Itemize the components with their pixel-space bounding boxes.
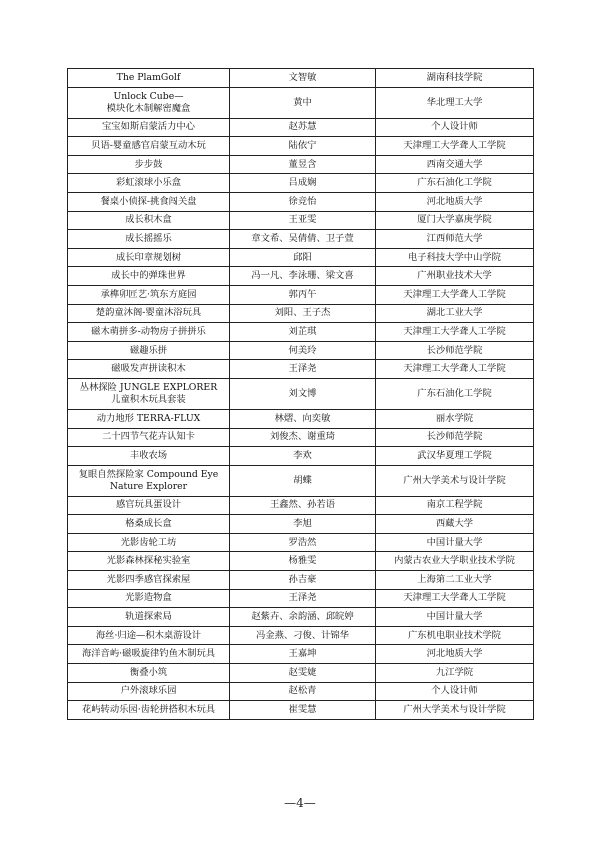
authors-cell: 王亚雯 xyxy=(230,211,376,230)
table-row xyxy=(68,465,534,496)
work-title-cell: 海丝·归途—积木桌游设计 xyxy=(68,626,230,645)
table-row xyxy=(68,267,534,286)
work-title-cell: 格桑成长盒 xyxy=(68,515,230,534)
work-title-cell: 衡叠小筑 xyxy=(68,664,230,683)
table-row xyxy=(68,571,534,590)
authors-cell: 董昱含 xyxy=(230,155,376,174)
table-row xyxy=(68,323,534,342)
institution-cell: 个人设计师 xyxy=(376,682,534,701)
authors-cell: 罗浩然 xyxy=(230,533,376,552)
institution-cell: 河北地质大学 xyxy=(376,192,534,211)
table-row xyxy=(68,645,534,664)
authors-cell: 王嘉坤 xyxy=(230,645,376,664)
institution-cell: 中国计量大学 xyxy=(376,608,534,627)
institution-cell: 九江学院 xyxy=(376,664,534,683)
work-title-cell: 磁趣乐拼 xyxy=(68,341,230,360)
institution-cell: 河北地质大学 xyxy=(376,645,534,664)
table-row xyxy=(68,552,534,571)
institution-cell: 广东石油化工学院 xyxy=(376,378,534,409)
institution-cell: 长沙师范学院 xyxy=(376,341,534,360)
work-title-cell: 复眼自然探险家 Compound Eye Nature Explorer xyxy=(68,465,230,496)
work-title-cell: 彩虹滚球小乐盒 xyxy=(68,174,230,193)
table-row xyxy=(68,682,534,701)
institution-cell: 电子科技大学中山学院 xyxy=(376,248,534,267)
work-title-cell: 花屿转动乐园·齿轮拼搭积木玩具 xyxy=(68,701,230,720)
institution-cell: 广东石油化工学院 xyxy=(376,174,534,193)
authors-cell: 杨雅雯 xyxy=(230,552,376,571)
authors-cell: 黄中 xyxy=(230,87,376,118)
institution-cell: 广州职业技术大学 xyxy=(376,267,534,286)
work-title-cell: 承榫卯匠艺·筑东方庭园 xyxy=(68,285,230,304)
table-row xyxy=(68,409,534,428)
work-title-cell: 磁吸发声拼读积木 xyxy=(68,360,230,379)
authors-cell: 邱阳 xyxy=(230,248,376,267)
authors-cell: 崔雯慧 xyxy=(230,701,376,720)
authors-cell: 刘俊杰、谢重琦 xyxy=(230,428,376,447)
authors-cell: 刘阳、王子杰 xyxy=(230,304,376,323)
table-row xyxy=(68,211,534,230)
table-row xyxy=(68,701,534,720)
institution-cell: 天津理工大学聋人工学院 xyxy=(376,137,534,156)
authors-cell: 冯一凡、李泳珊、梁文喜 xyxy=(230,267,376,286)
authors-cell: 刘文博 xyxy=(230,378,376,409)
work-title-cell: 光影造物盒 xyxy=(68,589,230,608)
work-title-cell: 轨道探索局 xyxy=(68,608,230,627)
institution-cell: 南京工程学院 xyxy=(376,496,534,515)
authors-cell: 陆依宁 xyxy=(230,137,376,156)
institution-cell: 广州大学美术与设计学院 xyxy=(376,701,534,720)
authors-cell: 刘芷琪 xyxy=(230,323,376,342)
authors-cell: 章文希、吴倩倩、卫子萱 xyxy=(230,230,376,249)
work-title-cell: 贝语-婴童感官启蒙互动木玩 xyxy=(68,137,230,156)
work-title-cell: 成长积木盒 xyxy=(68,211,230,230)
authors-cell: 吕成娴 xyxy=(230,174,376,193)
institution-cell: 江西师范大学 xyxy=(376,230,534,249)
authors-cell: 林熠、向奕敏 xyxy=(230,409,376,428)
institution-cell: 个人设计师 xyxy=(376,118,534,137)
work-title-cell: 步步鼓 xyxy=(68,155,230,174)
table-row xyxy=(68,155,534,174)
work-title-cell: 成长中的弹珠世界 xyxy=(68,267,230,286)
award-table xyxy=(67,68,534,720)
institution-cell: 广东机电职业技术学院 xyxy=(376,626,534,645)
table-row xyxy=(68,608,534,627)
table-row xyxy=(68,192,534,211)
institution-cell: 西藏大学 xyxy=(376,515,534,534)
institution-cell: 中国计量大学 xyxy=(376,533,534,552)
award-table-body xyxy=(68,69,534,720)
institution-cell: 武汉华夏理工学院 xyxy=(376,447,534,466)
work-title-cell: 感官玩具蛋设计 xyxy=(68,496,230,515)
table-row xyxy=(68,118,534,137)
table-row xyxy=(68,378,534,409)
table-row xyxy=(68,304,534,323)
work-title-cell: 成长摇摇乐 xyxy=(68,230,230,249)
table-row xyxy=(68,87,534,118)
authors-cell: 孙吉豪 xyxy=(230,571,376,590)
authors-cell: 王泽尧 xyxy=(230,589,376,608)
work-title-cell: 宝宝如斯启蒙活力中心 xyxy=(68,118,230,137)
authors-cell: 郭丙午 xyxy=(230,285,376,304)
table-row xyxy=(68,533,534,552)
work-title-cell: 海洋音屿·磁吸旋律钓鱼木制玩具 xyxy=(68,645,230,664)
institution-cell: 天津理工大学聋人工学院 xyxy=(376,323,534,342)
work-title-cell: 丛林探险 JUNGLE EXPLORER 儿童积木玩具套装 xyxy=(68,378,230,409)
institution-cell: 上海第二工业大学 xyxy=(376,571,534,590)
work-title-cell: 楚韵童沐阁-婴童沐浴玩具 xyxy=(68,304,230,323)
work-title-cell: 光影四季感官探索屋 xyxy=(68,571,230,590)
table-row xyxy=(68,69,534,88)
work-title-cell: 丰收农场 xyxy=(68,447,230,466)
institution-cell: 长沙师范学院 xyxy=(376,428,534,447)
table-row xyxy=(68,341,534,360)
institution-cell: 天津理工大学聋人工学院 xyxy=(376,285,534,304)
institution-cell: 华北理工大学 xyxy=(376,87,534,118)
table-row xyxy=(68,285,534,304)
work-title-cell: The PlamGolf xyxy=(68,69,230,88)
table-row xyxy=(68,664,534,683)
institution-cell: 湖北工业大学 xyxy=(376,304,534,323)
table-row xyxy=(68,447,534,466)
work-title-cell: 餐桌小侦探-挑食闯关盘 xyxy=(68,192,230,211)
work-title-cell: Unlock Cube— 模块化木制解密魔盒 xyxy=(68,87,230,118)
work-title-cell: 二十四节气花卉认知卡 xyxy=(68,428,230,447)
authors-cell: 赵松青 xyxy=(230,682,376,701)
work-title-cell: 户外滚球乐园 xyxy=(68,682,230,701)
authors-cell: 李旭 xyxy=(230,515,376,534)
table-row xyxy=(68,248,534,267)
table-row xyxy=(68,428,534,447)
authors-cell: 王鑫然、孙若语 xyxy=(230,496,376,515)
table-row xyxy=(68,515,534,534)
institution-cell: 西南交通大学 xyxy=(376,155,534,174)
table-row xyxy=(68,626,534,645)
table-row xyxy=(68,230,534,249)
work-title-cell: 磁木萌拼多-动物房子拼拼乐 xyxy=(68,323,230,342)
work-title-cell: 光影齿轮工坊 xyxy=(68,533,230,552)
authors-cell: 胡蝶 xyxy=(230,465,376,496)
institution-cell: 湖南科技学院 xyxy=(376,69,534,88)
authors-cell: 赵苏慧 xyxy=(230,118,376,137)
authors-cell: 何美玲 xyxy=(230,341,376,360)
institution-cell: 厦门大学嘉庚学院 xyxy=(376,211,534,230)
authors-cell: 文智敏 xyxy=(230,69,376,88)
table-row xyxy=(68,496,534,515)
work-title-cell: 成长印章规划树 xyxy=(68,248,230,267)
table-row xyxy=(68,589,534,608)
work-title-cell: 动力地形 TERRA-FLUX xyxy=(68,409,230,428)
institution-cell: 天津理工大学聋人工学院 xyxy=(376,589,534,608)
institution-cell: 广州大学美术与设计学院 xyxy=(376,465,534,496)
table-row xyxy=(68,174,534,193)
table-row xyxy=(68,360,534,379)
table-row xyxy=(68,137,534,156)
authors-cell: 王泽尧 xyxy=(230,360,376,379)
page-number: —4— xyxy=(284,796,316,810)
authors-cell: 李欢 xyxy=(230,447,376,466)
authors-cell: 徐竞怡 xyxy=(230,192,376,211)
authors-cell: 赵紫卉、余韵涵、邱皖婷 xyxy=(230,608,376,627)
work-title-cell: 光影森林探秘实验室 xyxy=(68,552,230,571)
authors-cell: 赵雯婕 xyxy=(230,664,376,683)
institution-cell: 天津理工大学聋人工学院 xyxy=(376,360,534,379)
institution-cell: 丽水学院 xyxy=(376,409,534,428)
authors-cell: 冯金燕、刁俊、计锦华 xyxy=(230,626,376,645)
institution-cell: 内蒙古农业大学职业技术学院 xyxy=(376,552,534,571)
